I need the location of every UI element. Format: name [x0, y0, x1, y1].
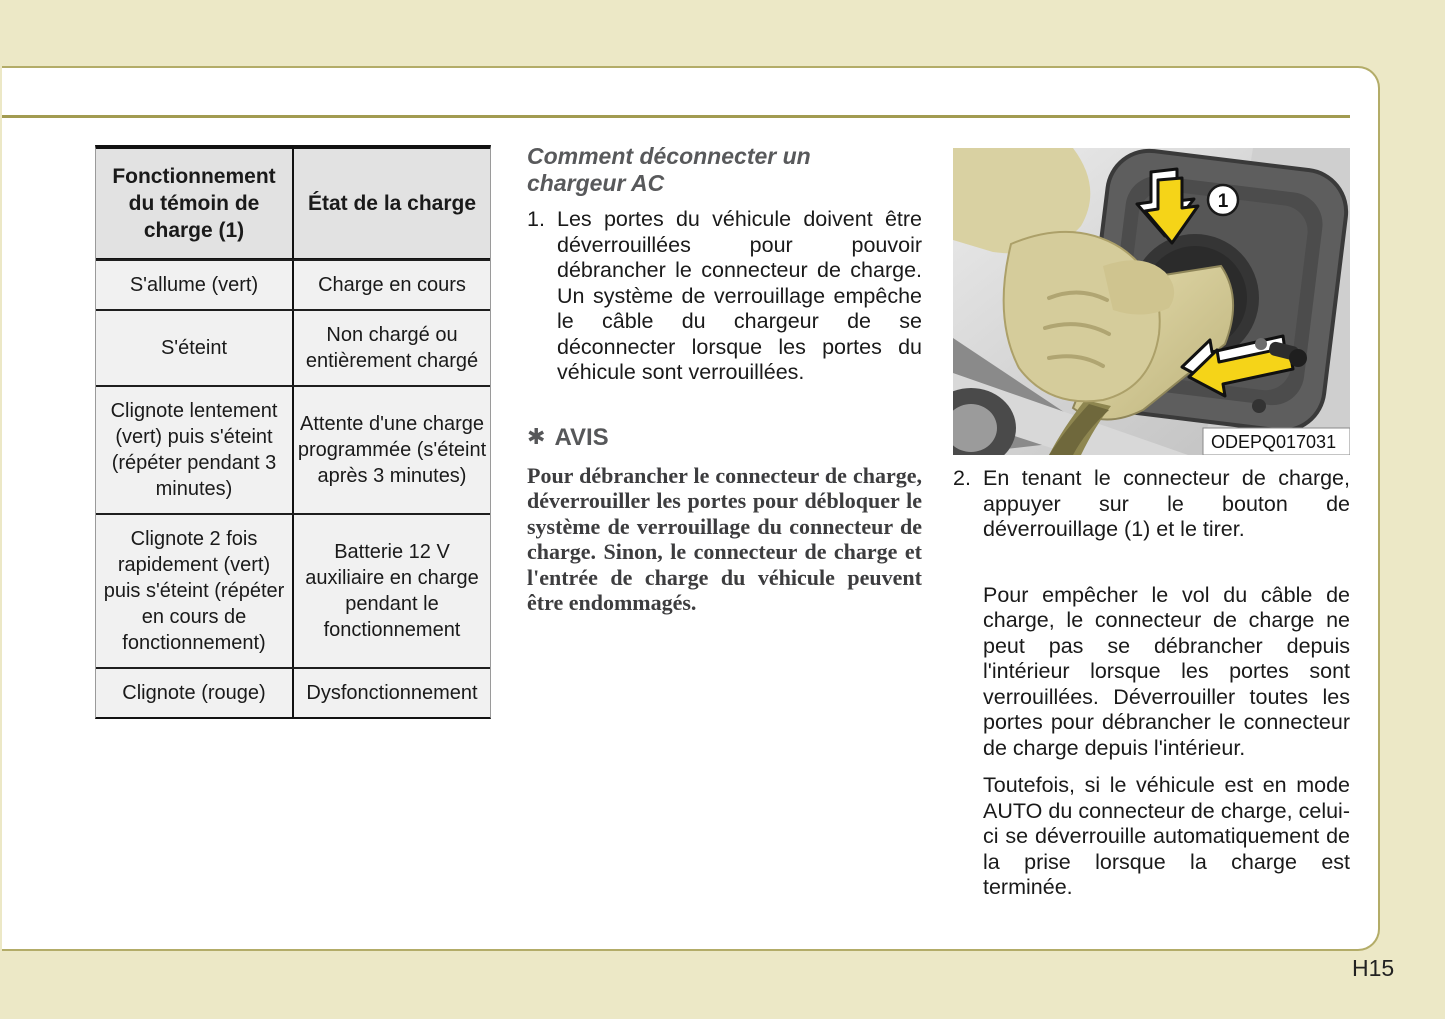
table-cell: Charge en cours — [294, 261, 490, 309]
callout-1-badge — [1208, 185, 1238, 215]
step-text: En tenant le connecteur de charge, appuyer sur le bouton de déverrouillage (1) et le tirer. — [983, 466, 1350, 541]
table-cell: Batterie 12 V auxiliaire en charge pendant le fonctionnement — [294, 515, 490, 667]
step-2 — [953, 466, 1350, 543]
step-number: 1. — [527, 207, 545, 231]
charge-connector-figure — [953, 148, 1350, 455]
header-rule — [2, 115, 1350, 118]
table-header-row — [96, 149, 490, 259]
table-cell: Attente d'une charge programmée (s'éteint après 3 minutes) — [294, 387, 490, 513]
table-cell: S'allume (vert) — [96, 261, 294, 309]
table-row — [96, 259, 490, 309]
body-paragraph: Toutefois, si le véhicule est en mode AUTO du connecteur de charge, celui-ci se déverrouille automatiquement de la prise lorsque la charge est terminée. — [983, 773, 1350, 899]
step-1 — [527, 207, 922, 386]
table-cell: S'éteint — [96, 311, 294, 385]
table-cell: Clignote (rouge) — [96, 669, 294, 717]
table-cell: Non chargé ou entièrement chargé — [294, 311, 490, 385]
table-cell: Clignote lentement (vert) puis s'éteint (répéter pendant 3 minutes) — [96, 387, 294, 513]
step-text: Les portes du véhicule doivent être déverrouillées pour pouvoir débrancher le connecteur de charge. Un système de verrouillage empêche le câble du chargeur de se déconnecter lorsque les portes du véhicule sont verrouillées. — [557, 207, 922, 384]
callout-1-label: 1 — [1217, 191, 1229, 212]
notice-label: AVIS — [554, 423, 609, 451]
notice-heading — [527, 424, 922, 452]
table-row — [96, 385, 490, 513]
notice-text: Pour débrancher le connecteur de charge, déverrouiller les portes pour débloquer le système de verrouillage du connecteur de charge. Sinon, le connecteur de charge et l'entrée de charge du véhicule peuvent être endommagés. — [527, 462, 922, 615]
heavy-asterisk-icon: ✱ — [527, 425, 546, 450]
step-number: 2. — [953, 466, 971, 490]
page-number: H15 — [1352, 955, 1395, 981]
figure-code-text: ODEPQ017031 — [1211, 432, 1337, 452]
door-hole — [1252, 399, 1266, 413]
right-column — [953, 148, 1350, 901]
table-cell: Clignote 2 fois rapidement (vert) puis s'éteint (répéter en cours de fonctionnement) — [96, 515, 294, 667]
table-header-cell: Fonctionnement du témoin de charge (1) — [96, 149, 294, 258]
table-header-cell: État de la charge — [294, 149, 490, 258]
middle-column — [527, 143, 922, 616]
charge-indicator-table — [95, 145, 491, 719]
table-cell: Dysfonctionnement — [294, 669, 490, 717]
body-paragraph: Pour empêcher le vol du câble de charge, le connecteur de charge ne peut pas se débrancher depuis l'intérieur lorsque les portes sont verrouillées. Déverrouiller toutes les portes pour débrancher le connecteur de charge depuis l'intérieur. — [983, 582, 1350, 760]
section-heading: Comment déconnecter un chargeur AC — [527, 143, 811, 196]
table-row — [96, 309, 490, 385]
table-row — [96, 667, 490, 717]
figure-code-label — [1203, 428, 1350, 455]
table-row — [96, 513, 490, 667]
